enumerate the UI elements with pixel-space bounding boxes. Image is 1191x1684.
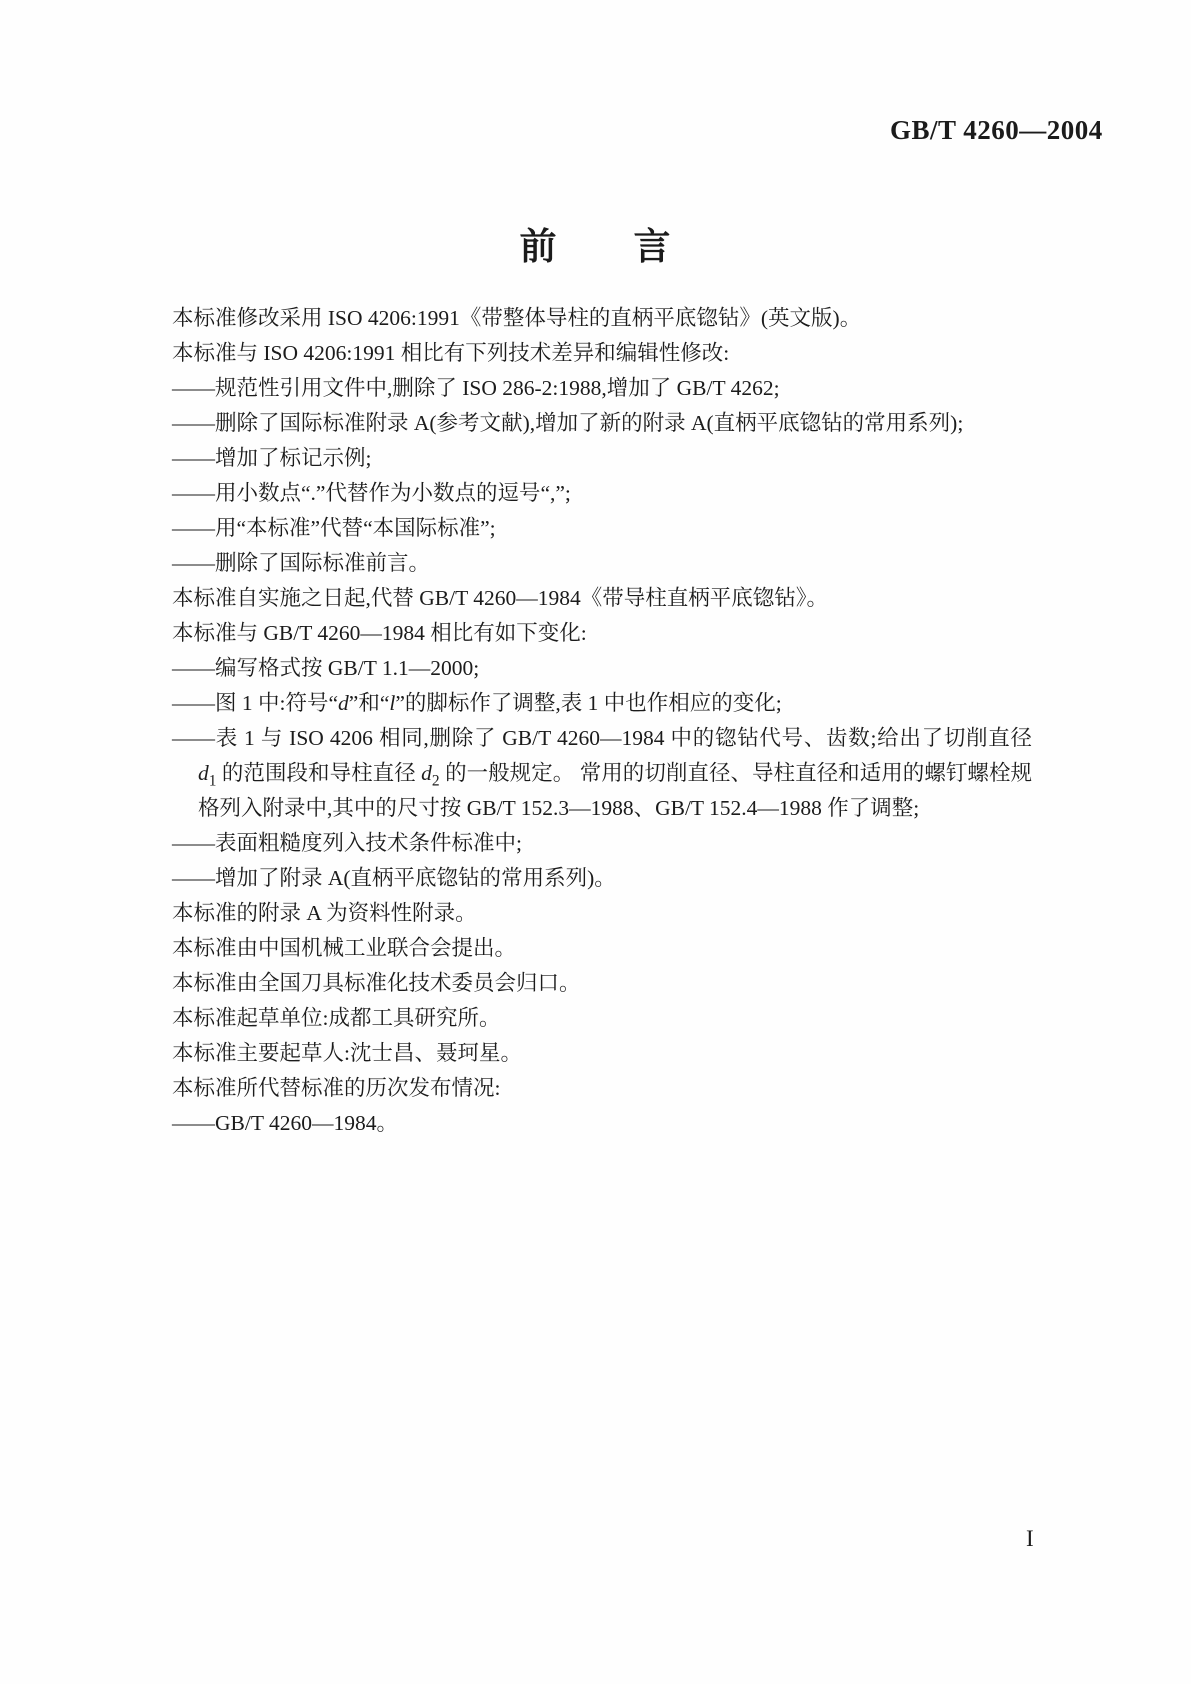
text-run: 本标准由中国机械工业联合会提出。 bbox=[172, 936, 517, 960]
paragraph bbox=[172, 966, 1032, 1001]
paragraph bbox=[172, 1001, 1032, 1036]
page-number: I bbox=[1026, 1526, 1034, 1551]
paragraph bbox=[172, 336, 1032, 371]
text-run: 本标准自实施之日起,代替 GB/T 4260—1984《带导柱直柄平底锪钻》。 bbox=[172, 586, 828, 610]
text-run: ——GB/T 4260—1984。 bbox=[172, 1111, 398, 1135]
paragraph bbox=[172, 651, 1032, 686]
symbol-variable: l bbox=[389, 691, 396, 715]
paragraph bbox=[172, 441, 1032, 476]
paragraph bbox=[172, 616, 1032, 651]
paragraph bbox=[172, 301, 1032, 336]
symbol-subscript: 2 bbox=[431, 772, 440, 790]
text-run: ——表面粗糙度列入技术条件标准中; bbox=[172, 831, 522, 855]
symbol-variable: d bbox=[338, 691, 349, 715]
paragraph bbox=[172, 931, 1032, 966]
text-run: 本标准与 GB/T 4260—1984 相比有如下变化: bbox=[172, 621, 587, 645]
text-run: ——图 1 中:符号“ bbox=[172, 691, 339, 715]
paragraph bbox=[172, 406, 1032, 441]
symbol-subscript: 1 bbox=[208, 772, 217, 790]
paragraph bbox=[172, 476, 1032, 511]
paragraph bbox=[172, 861, 1032, 896]
text-run: ——删除了国际标准前言。 bbox=[172, 551, 431, 575]
paragraph bbox=[172, 546, 1032, 581]
text-run: 的范围段和导柱直径 bbox=[216, 761, 422, 785]
text-run: 的一般规定。 常用的切削直径、导柱直径和适用的螺钉螺栓规格列入附录中,其中的尺寸按 GB/T 152.3—1988、GB/T 152.4—1988 作了调整; bbox=[198, 761, 1032, 820]
symbol-variable: d bbox=[198, 761, 209, 785]
text-run: 本标准所代替标准的历次发布情况: bbox=[172, 1076, 501, 1100]
text-run: ——规范性引用文件中,删除了 ISO 286-2:1988,增加了 GB/T 4262; bbox=[172, 376, 780, 400]
text-run: 本标准与 ISO 4206:1991 相比有下列技术差异和编辑性修改: bbox=[172, 341, 730, 365]
paragraph bbox=[172, 511, 1032, 546]
text-run: ——表 1 与 ISO 4206 相同,删除了 GB/T 4260—1984 中的锪钻代号、齿数;给出了切削直径 bbox=[172, 726, 1032, 750]
paragraph bbox=[172, 371, 1032, 406]
body-text bbox=[172, 301, 1032, 1141]
paragraph bbox=[172, 721, 1032, 826]
text-run: ——编写格式按 GB/T 1.1—2000; bbox=[172, 656, 480, 680]
text-run: 本标准的附录 A 为资料性附录。 bbox=[172, 901, 477, 925]
text-run: ——用“本标准”代替“本国际标准”; bbox=[172, 516, 496, 540]
paragraph bbox=[172, 686, 1032, 721]
paragraph bbox=[172, 1071, 1032, 1106]
text-run: ——用小数点“.”代替作为小数点的逗号“,”; bbox=[172, 481, 571, 505]
paragraph bbox=[172, 896, 1032, 931]
page-title: 前 言 bbox=[519, 226, 672, 267]
text-run: ”的脚标作了调整,表 1 中也作相应的变化; bbox=[395, 691, 782, 715]
paragraph bbox=[172, 1036, 1032, 1071]
text-run: ”和“ bbox=[348, 691, 390, 715]
standard-code: GB/T 4260—2004 bbox=[890, 115, 1103, 145]
symbol-variable: d bbox=[421, 761, 432, 785]
text-run: ——删除了国际标准附录 A(参考文献),增加了新的附录 A(直柄平底锪钻的常用系列); bbox=[172, 411, 964, 435]
text-run: 本标准起草单位:成都工具研究所。 bbox=[172, 1006, 501, 1030]
text-run: 本标准主要起草人:沈士昌、聂珂星。 bbox=[172, 1041, 522, 1065]
text-run: 本标准由全国刀具标准化技术委员会归口。 bbox=[172, 971, 581, 995]
paragraph bbox=[172, 581, 1032, 616]
paragraph bbox=[172, 826, 1032, 861]
text-run: 本标准修改采用 ISO 4206:1991《带整体导柱的直柄平底锪钻》(英文版)。 bbox=[172, 306, 862, 330]
paragraph bbox=[172, 1106, 1032, 1141]
text-run: ——增加了附录 A(直柄平底锪钻的常用系列)。 bbox=[172, 866, 616, 890]
text-run: ——增加了标记示例; bbox=[172, 446, 372, 470]
